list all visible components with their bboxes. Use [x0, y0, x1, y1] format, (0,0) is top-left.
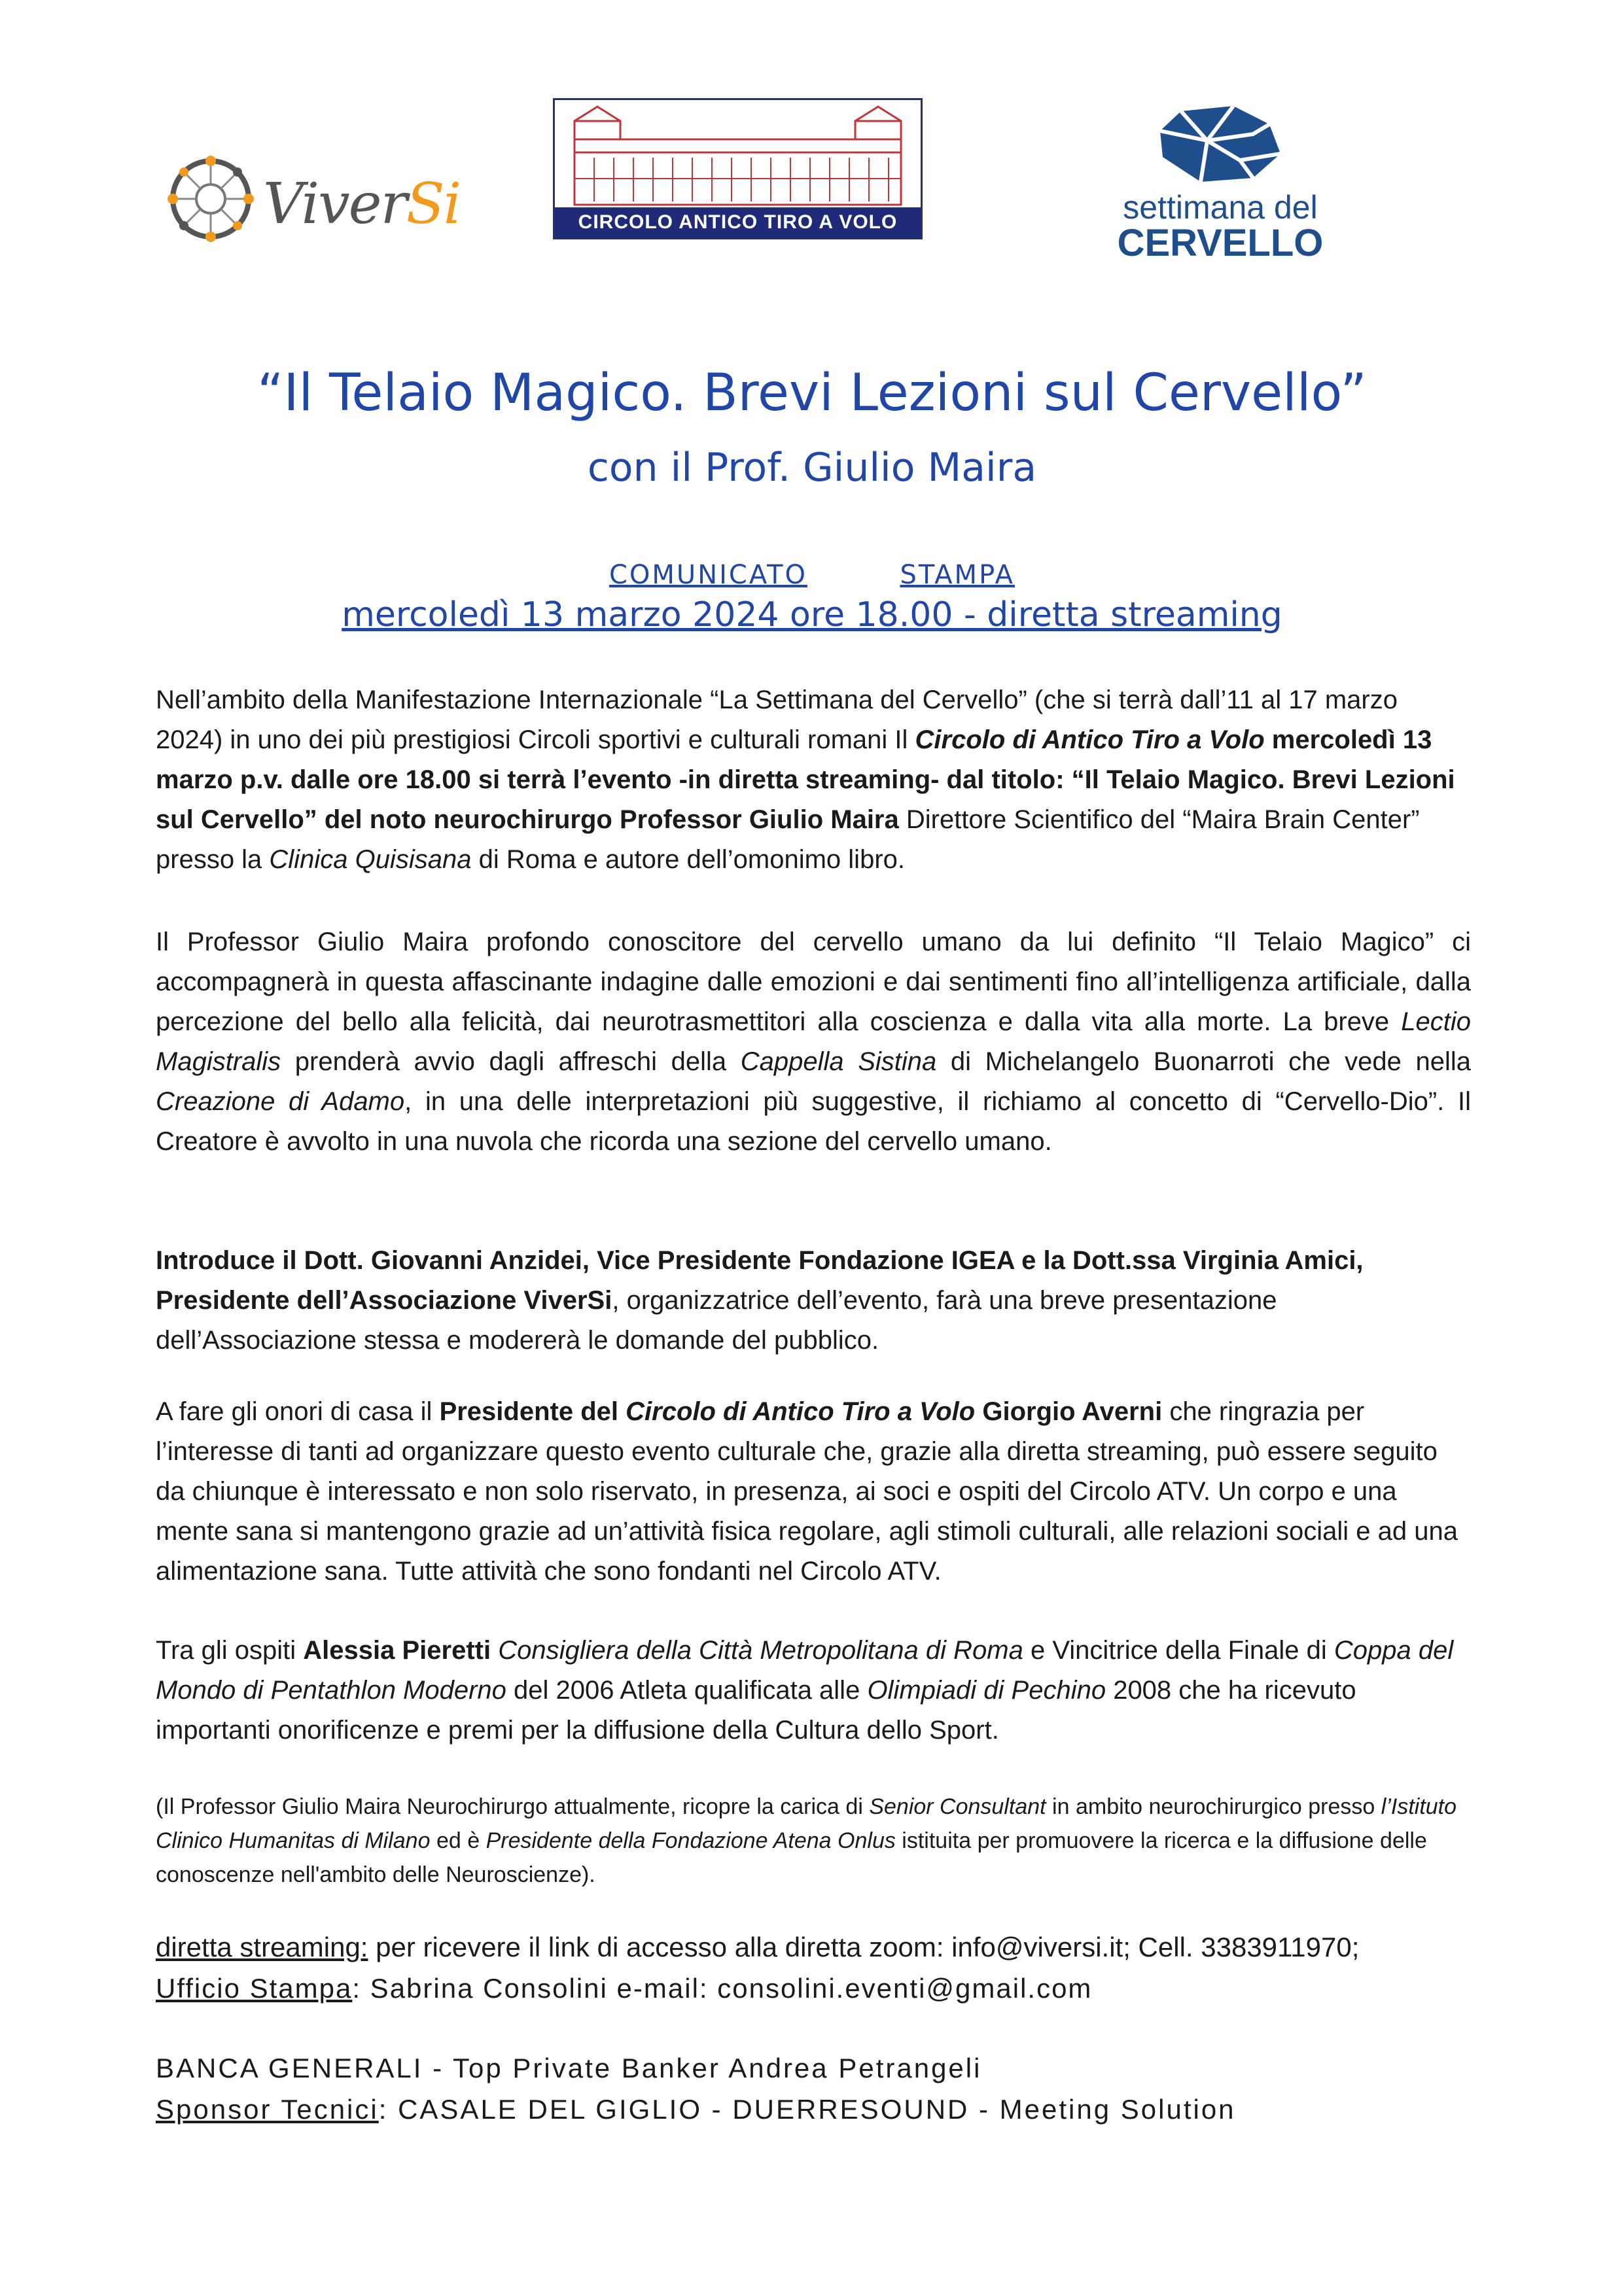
streaming-contact-line: diretta streaming: per ricevere il link di accesso alla diretta zoom: info@viversi.it; Cell. 3383911970;	[156, 1932, 1360, 1962]
building-icon	[555, 100, 921, 207]
paragraph-guests: Tra gli ospiti Alessia Pieretti Consigliera della Città Metropolitana di Roma e Vincitrice della Finale di Coppa del Mondo di Pentathlon Moderno del 2006 Atleta qualificata alle Olimpiadi di Pechino 2008 che ha ricevuto importanti onorificenze e premi per la diffusione della Cultura dello Sport.	[156, 1636, 1454, 1745]
press-release-label: COMUNICATO STAMPA	[609, 560, 1015, 590]
paragraph-host: A fare gli onori di casa il Presidente del Circolo di Antico Tiro a Volo Giorgio Averni che ringrazia per l’interesse di tanti ad organizzare questo evento culturale che, grazie alla diretta streaming, può essere seguito da chiunque è interessato e non solo riservato, in presenza, ai soci e ospiti del Circolo ATV. Un corpo e una mente sana si mantengono grazie ad un’attività fisica regolare, agli stimoli culturali, alle relazioni sociali e ad una alimentazione sana. Tutte attività che sono fondanti nel Circolo ATV.	[156, 1397, 1458, 1586]
page-subtitle: con il Prof. Giulio Maira	[587, 445, 1037, 491]
bank-sponsor-line: BANCA GENERALI - Top Private Banker Andrea Petrangeli	[156, 2053, 982, 2083]
paragraph-introduction: Introduce il Dott. Giovanni Anzidei, Vice Presidente Fondazione IGEA e la Dott.ssa Virginia Amici, Presidente dell’Associazione ViverSi, organizzatrice dell’evento, farà una breve presentazione dell’Associazione stessa e modererà le domande del pubblico.	[156, 1246, 1364, 1355]
settimana-wordmark: settimana del	[1123, 189, 1318, 226]
viversi-wordmark: ViverSi	[263, 171, 461, 237]
settimana-cervello-logo	[1112, 105, 1328, 262]
biography-note: (Il Professor Giulio Maira Neurochirurgo attualmente, ricopre la carica di Senior Consultant in ambito neurochirurgico presso l’Istituto Clinico Humanitas di Milano ed è Presidente della Fondazione Atena Onlus istituita per promuovere la ricerca e la diffusione delle conoscenze nell'ambito delle Neuroscienze).	[156, 1794, 1457, 1887]
press-office-label: Ufficio Stampa	[156, 1973, 353, 2004]
streaming-label: diretta streaming:	[156, 1932, 368, 1962]
press-office-line: Ufficio Stampa: Sabrina Consolini e-mail: consolini.eventi@gmail.com	[156, 1973, 1093, 2004]
paragraph-intro: Nell’ambito della Manifestazione Internazionale “La Settimana del Cervello” (che si terrà dall’11 al 17 marzo 2024) in uno dei più prestigiosi Circoli sportivi e culturali romani Il Circolo di Antico Tiro a Volo mercoledì 13 marzo p.v. dalle ore 18.00 si terrà l’evento -in diretta streaming- dal titolo: “Il Telaio Magico. Brevi Lezioni sul Cervello” del noto neurochirurgo Professor Giulio Maira Direttore Scientifico del “Maira Brain Center” presso la Clinica Quisisana di Roma e autore dell’omonimo libro.	[156, 686, 1455, 874]
viversi-logo	[165, 152, 461, 250]
brain-icon	[1155, 105, 1286, 186]
event-date-line: mercoledì 13 marzo 2024 ore 18.00 - diretta streaming	[342, 595, 1282, 635]
technical-sponsors-label: Sponsor Tecnici	[156, 2094, 379, 2125]
contacts-block	[156, 1926, 1497, 2009]
paragraph-description: Il Professor Giulio Maira profondo conoscitore del cervello umano da lui definito “Il Telaio Magico” ci accompagnerà in questa affascinante indagine dalle emozioni e dai sentimenti fino all’intelligenza artificiale, dalla percezione del bello alla felicità, dai neurotrasmettitori alla coscienza e dalla vita alla morte. La breve Lectio Magistralis prenderà avvio dagli affreschi della Cappella Sistina di Michelangelo Buonarroti che vede nella Creazione di Adamo, in una delle interpretazioni più suggestive, il richiamo al concetto di “Cervello-Dio”. Il Creatore è avvolto in una nuvola che ricorda una sezione del cervello umano.	[156, 928, 1472, 1156]
circolo-logo-band: CIRCOLO ANTICO TIRO A VOLO	[555, 207, 921, 237]
page-title: “Il Telaio Magico. Brevi Lezioni sul Cervello”	[257, 364, 1367, 423]
technical-sponsors-line: Sponsor Tecnici: CASALE DEL GIGLIO - DUERRESOUND - Meeting Solution	[156, 2094, 1236, 2125]
circolo-logo	[553, 98, 923, 239]
cervello-wordmark: CERVELLO	[1117, 222, 1324, 264]
sponsors-block	[156, 2047, 1497, 2130]
viversi-network-icon	[165, 152, 263, 250]
